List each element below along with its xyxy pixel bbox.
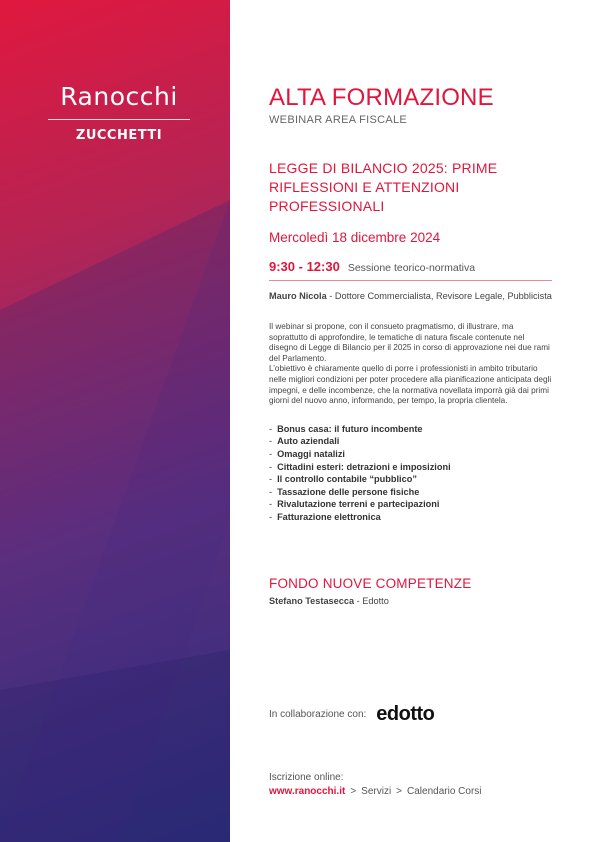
brand-logo — [48, 82, 190, 143]
description-paragraph-1: Il webinar si propone, con il consueto pragmatismo, di illustrare, ma soprattutto di approfondire, le tematiche di natura fiscale contenute nel disegno di Legge di Bilancio per il 2025 in corso di approvazione nei due rami del Parlamento. — [269, 322, 550, 363]
signup-links — [269, 786, 482, 797]
collaboration — [269, 703, 434, 726]
page-title: ALTA FORMAZIONE — [269, 84, 494, 111]
topic-item: - Auto aziendali — [269, 436, 340, 447]
gradient-side-panel — [0, 0, 230, 842]
fondo-speaker — [269, 596, 389, 606]
course-title-line1: LEGGE DI BILANCIO 2025: PRIME — [269, 160, 498, 176]
calendar-link[interactable]: Calendario Corsi — [407, 786, 482, 797]
topic-item: - Bonus casa: il futuro incombente — [269, 423, 423, 434]
speaker-name: Mauro Nicola — [269, 291, 327, 301]
brand-name: Ranocchi — [60, 82, 178, 111]
fondo-title: FONDO NUOVE COMPETENZE — [269, 576, 472, 591]
brand-sub: ZUCCHETTI — [75, 128, 163, 143]
session-type: Sessione teorico-normativa — [347, 262, 476, 274]
topic-item: - Tassazione delle persone fisiche — [269, 486, 420, 497]
topic-item: - Rivalutazione terreni e partecipazioni — [269, 499, 440, 510]
topic-list — [269, 423, 559, 524]
topic-item: - Il controllo contabile “pubblico” — [269, 474, 417, 485]
speaker — [269, 290, 559, 302]
session-time: 9:30 - 12:30 — [269, 259, 340, 274]
page-subtitle: WEBINAR AREA FISCALE — [269, 114, 408, 126]
topic-item: - Cittadini esteri: detrazioni e imposizioni — [269, 461, 451, 472]
course-title-line2: RIFLESSIONI E ATTENZIONI PROFESSIONALI — [269, 179, 460, 214]
fondo-speaker-name: Stefano Testasecca — [269, 596, 355, 606]
signup-label: Iscrizione online: — [269, 772, 344, 783]
topic-item: - Fatturazione elettronica — [269, 511, 381, 522]
main-content — [269, 84, 559, 524]
speaker-role: - Dottore Commercialista, Revisore Legale, Pubblicista — [326, 291, 552, 301]
services-link[interactable]: Servizi — [361, 786, 392, 797]
brand-divider — [48, 119, 190, 120]
topic-item: - Omaggi natalizi — [269, 448, 345, 459]
session-row — [269, 259, 552, 281]
site-link[interactable]: www.ranocchi.it — [269, 786, 346, 797]
course-date: Mercoledì 18 dicembre 2024 — [269, 230, 441, 245]
breadcrumb-separator: > — [350, 786, 357, 797]
edotto-logo: edotto — [376, 703, 435, 725]
collab-label: In collaborazione con: — [269, 709, 367, 720]
breadcrumb-separator: > — [396, 786, 403, 797]
course-title — [269, 159, 559, 216]
course-description — [269, 322, 552, 407]
fondo-speaker-role: - Edotto — [354, 596, 389, 606]
description-paragraph-2: L’obiettivo è chiaramente quello di porre i professionisti in ambito tributario nelle migliori condizioni per poter procedere alla pianificazione anticipata degli impegni, e delle incombenze, che la normativa novellata imporrà già dai primi giorni del nuovo anno, informando, per tempo, la propria clientela. — [269, 364, 552, 406]
